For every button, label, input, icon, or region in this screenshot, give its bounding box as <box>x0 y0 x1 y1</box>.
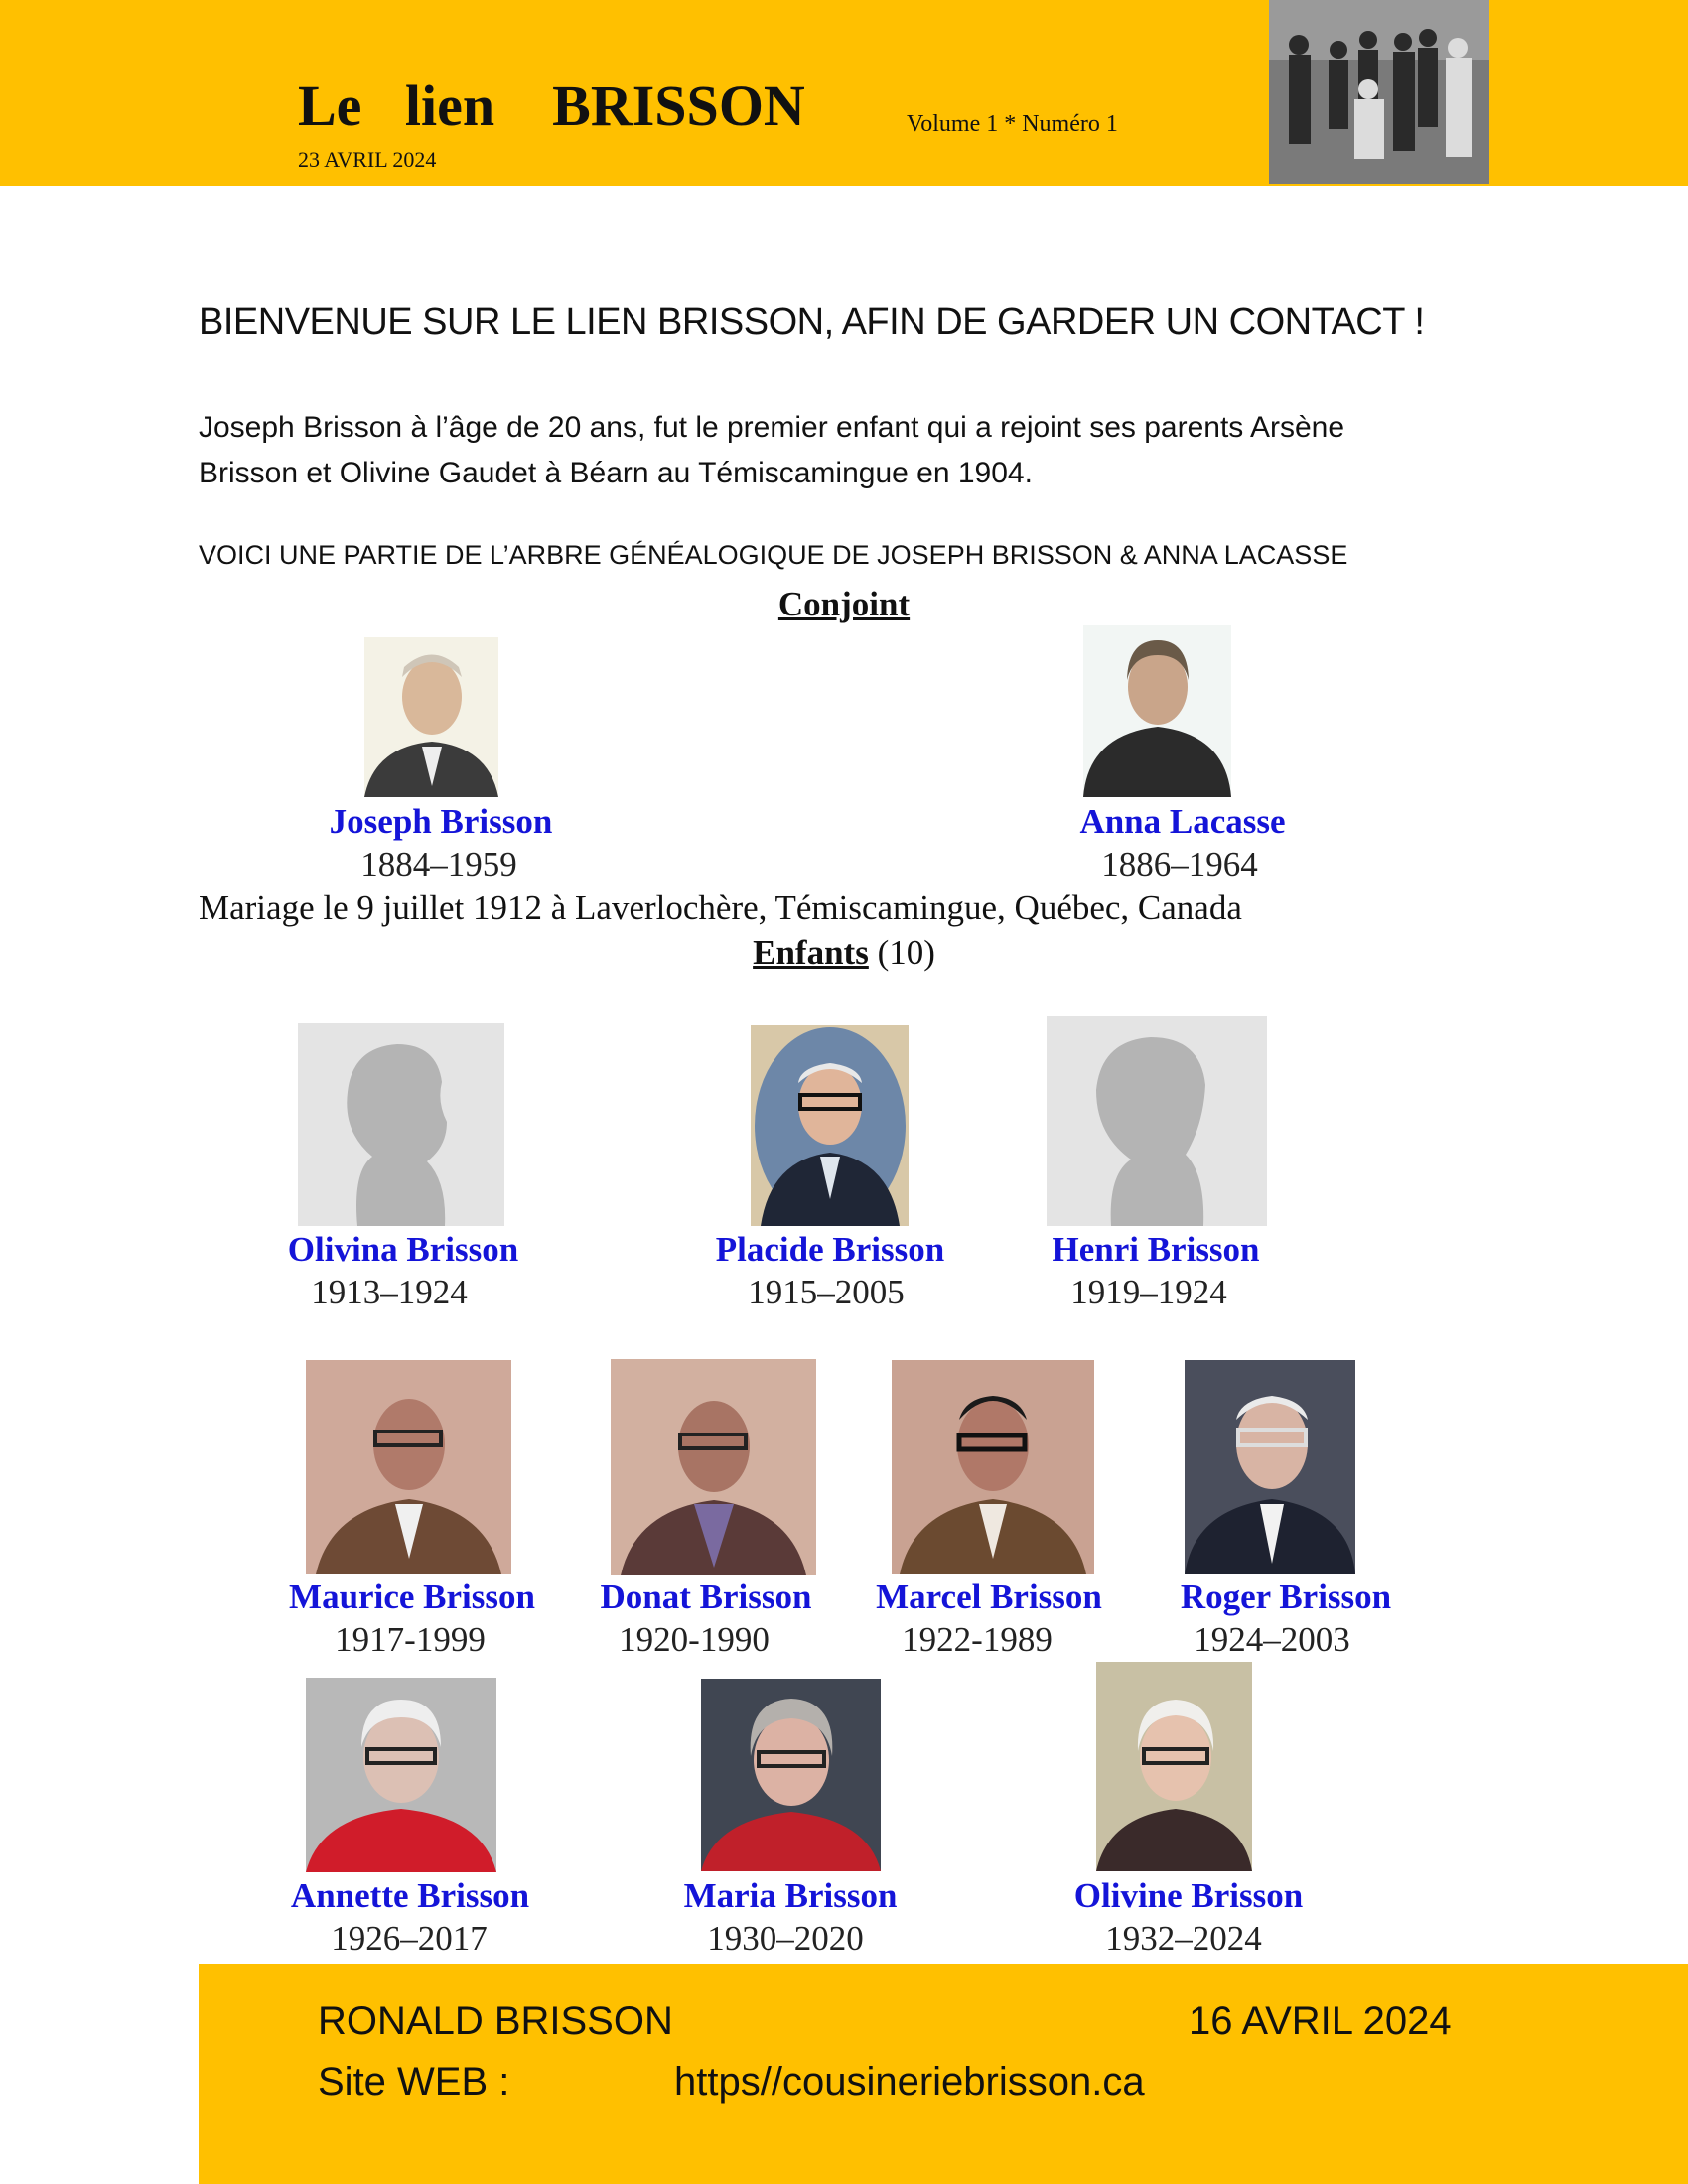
family-group-photo <box>1269 0 1489 184</box>
child-name: Maria Brisson <box>683 1876 898 1915</box>
olivine-brisson-photo <box>1096 1662 1252 1871</box>
child-dates: 1915–2005 <box>748 1273 905 1311</box>
maria-brisson-photo <box>701 1679 881 1871</box>
child-dates: 1926–2017 <box>331 1919 488 1958</box>
donat-brisson-photo <box>611 1359 816 1575</box>
child-name: Placide Brisson <box>715 1230 945 1269</box>
child-name: Olivina Brisson <box>287 1230 519 1269</box>
child-dates: 1920-1990 <box>619 1620 770 1659</box>
welcome-heading: BIENVENUE SUR LE LIEN BRISSON, AFIN DE GARDER UN CONTACT ! <box>199 301 1425 342</box>
volume-number: Volume 1 * Numéro 1 <box>907 111 1118 137</box>
marcel-brisson-photo <box>892 1360 1094 1574</box>
spouse-dates: 1886–1964 <box>1101 845 1258 884</box>
website-link[interactable]: https//cousineriebrisson.ca <box>674 2060 1145 2104</box>
child-dates: 1919–1924 <box>1070 1273 1227 1311</box>
child-name: Donat Brisson <box>600 1577 812 1616</box>
placide-brisson-photo <box>751 1025 909 1226</box>
child-name: Marcel Brisson <box>876 1577 1102 1616</box>
roger-brisson-photo <box>1185 1360 1355 1574</box>
anna-lacasse-photo <box>1083 625 1231 797</box>
child-dates: 1924–2003 <box>1194 1620 1350 1659</box>
intro-paragraph: Joseph Brisson à l’âge de 20 ans, fut le premier enfant qui a rejoint ses parents Arsène Brisson et Olivine Gaudet à Béarn au Témiscamingue en 1904. <box>199 411 1345 489</box>
spouse-name: Anna Lacasse <box>1079 802 1286 841</box>
olivina-silhouette-placeholder <box>298 1023 504 1226</box>
joseph-brisson-photo <box>364 637 498 797</box>
footer-author: RONALD BRISSON <box>318 1999 673 2043</box>
children-count: (10) <box>877 933 935 972</box>
child-dates: 1917-1999 <box>335 1620 486 1659</box>
child-name: Olivine Brisson <box>1073 1876 1304 1915</box>
family-tree-heading: VOICI UNE PARTIE DE L’ARBRE GÉNÉALOGIQUE DE JOSEPH BRISSON & ANNA LACASSE <box>199 540 1348 570</box>
children-section-title <box>0 935 1688 970</box>
enfants-label: Enfants <box>753 933 869 972</box>
site-label: Site WEB : <box>318 2060 510 2104</box>
child-dates: 1922-1989 <box>902 1620 1053 1659</box>
child-name: Annette Brisson <box>290 1876 530 1915</box>
child-dates: 1930–2020 <box>707 1919 864 1958</box>
marriage-info: Mariage le 9 juillet 1912 à Laverlochère, Témiscamingue, Québec, Canada <box>199 888 1242 927</box>
footer-date: 16 AVRIL 2024 <box>1189 1999 1452 2043</box>
child-name: Maurice Brisson <box>289 1577 535 1616</box>
footer <box>199 1964 1688 2184</box>
henri-silhouette-placeholder <box>1047 1016 1267 1226</box>
spouse-name: Joseph Brisson <box>329 802 553 841</box>
spouse-dates: 1884–1959 <box>360 845 517 884</box>
conjoint-label: Conjoint <box>777 585 911 623</box>
spouses-section-title <box>0 587 1688 621</box>
issue-date: 23 AVRIL 2024 <box>298 147 437 172</box>
newsletter-title: Le lien BRISSON <box>298 73 805 138</box>
annette-brisson-photo <box>306 1678 496 1872</box>
child-name: Roger Brisson <box>1180 1577 1392 1616</box>
child-name: Henri Brisson <box>1052 1230 1260 1269</box>
child-dates: 1932–2024 <box>1105 1919 1262 1958</box>
child-dates: 1913–1924 <box>311 1273 468 1311</box>
maurice-brisson-photo <box>306 1360 511 1574</box>
